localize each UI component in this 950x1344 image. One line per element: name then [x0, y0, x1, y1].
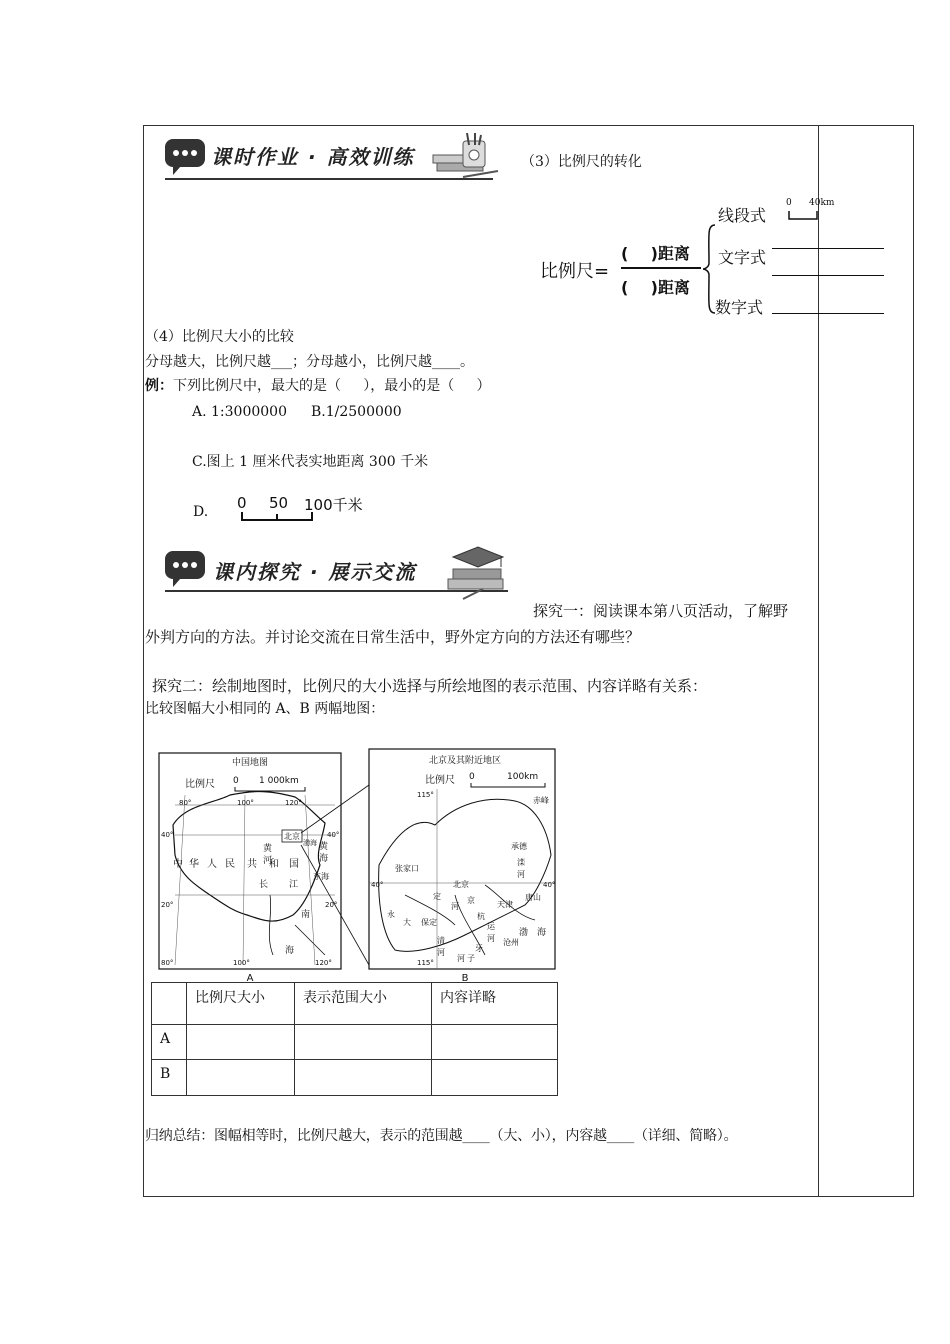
banner-explore-title: 课内探究 · 展示交流 [213, 560, 417, 584]
map-a-label-13: 河 [263, 856, 273, 866]
form-text: 文字式 [718, 248, 767, 267]
option-d-tick-50: 50 [269, 494, 289, 512]
map-a-label-0: 80° [179, 799, 192, 807]
map-b-label-4: 滦 [517, 858, 525, 867]
table-cell: A [152, 1025, 187, 1060]
map-b-title: 北京及其附近地区 [428, 756, 502, 766]
map-a-label-18: 人 [207, 859, 217, 870]
table-header-cell: 比例尺大小 [187, 983, 295, 1025]
map-a-label-12: 黄 [263, 844, 273, 854]
map-b-scale-0: 0 [469, 772, 475, 782]
map-b-label-9: 永 [387, 910, 395, 919]
map-a-label-10: 北京 [284, 832, 300, 841]
map-a-label-8: 100° [233, 959, 250, 967]
map-b-label-22: 沧州 [503, 938, 519, 947]
map-a-label-1: 100° [237, 799, 254, 807]
map-a-label-23: 长 [259, 880, 269, 890]
banner-explore [163, 545, 523, 605]
option-d-tick-100: 100千米 [304, 496, 363, 514]
map-b-label-11: 河 [451, 902, 459, 911]
form-number: 数字式 [715, 298, 764, 317]
option-a: A. 1:3000000 [192, 404, 287, 420]
table-row [152, 1060, 558, 1096]
section4-heading: （4）比例尺大小的比较 [145, 329, 294, 345]
table-cell[interactable] [432, 1060, 558, 1096]
map-a-label-6: 20° [325, 901, 338, 909]
option-c: C.图上 1 厘米代表实地距离 300 千米 [192, 454, 429, 470]
map-a-label-15: 海 [319, 854, 329, 864]
map-b-label-8: 北京 [453, 880, 469, 889]
map-a-scale-label: 比例尺 [185, 779, 215, 790]
map-a-label-9: 120° [315, 959, 332, 967]
map-a-label-22: 国 [289, 859, 299, 870]
map-b-label-24: 子 [467, 954, 475, 963]
section3-heading: （3）比例尺的转化 [521, 154, 642, 170]
map-b-label-15: 京 [467, 896, 475, 905]
scale-tick-0: 0 [786, 198, 792, 208]
formula-denominator: ( )距离 [621, 278, 690, 297]
scale-conversion-diagram [535, 195, 895, 325]
map-a-label-25: 东海 [313, 872, 329, 881]
map-b-label-20: 清 [437, 936, 445, 945]
formula-numerator: ( )距离 [621, 244, 690, 263]
map-a-label-3: 40° [161, 831, 174, 839]
map-b-label-19: 大 [403, 918, 411, 927]
map-a-scale-0: 0 [233, 776, 239, 786]
table-cell[interactable] [295, 1060, 432, 1096]
map-a-label-24: 江 [289, 880, 299, 890]
map-a-label-20: 共 [247, 859, 257, 870]
explore2-line2: 比较图幅大小相同的 A、B 两幅地图： [145, 701, 385, 717]
map-b-label-3: 张家口 [395, 864, 419, 873]
map-b-label-27: 海 [537, 928, 547, 938]
comparison-table [151, 982, 558, 1096]
map-b-label-12: 天津 [497, 900, 513, 909]
map-a-label-19: 民 [225, 859, 235, 870]
table-cell[interactable] [187, 1025, 295, 1060]
map-a-label-26: 南 [301, 910, 311, 920]
section4-rule: 分母越大，比例尺越___；分母越小，比例尺越____。 [145, 354, 474, 370]
map-b-label-26: 渤 [519, 928, 529, 938]
blank-line-3 [772, 313, 884, 314]
blank-line-1 [772, 248, 884, 249]
table-header-cell [152, 983, 187, 1025]
map-b-label-28: 115° [417, 959, 434, 967]
map-a-label-16: 中 [173, 859, 183, 870]
map-b-label-2: 承德 [511, 842, 527, 851]
blank-line-2 [772, 275, 884, 276]
map-b-label-17: 运 [487, 922, 495, 931]
map-a-scale-1000: 1 000km [259, 776, 299, 786]
table-row [152, 1025, 558, 1060]
map-b-label-13: 唐山 [525, 893, 541, 902]
map-b-scale-label: 比例尺 [425, 775, 455, 786]
explore1-line1: 探究一：阅读课本第八页活动，了解野 [533, 602, 789, 620]
form-line-segment: 线段式 [718, 206, 767, 225]
table-header-cell: 内容详略 [432, 983, 558, 1025]
scale-tick-40km: 40km [809, 198, 835, 208]
map-b-label-7: 40° [543, 881, 556, 889]
map-b-label-18: 河 [487, 934, 495, 943]
example-label: 例： [145, 378, 173, 394]
fraction-bar [621, 267, 701, 269]
table-cell[interactable] [295, 1025, 432, 1060]
map-a-caption: A [246, 973, 254, 983]
table-header-cell: 表示范围大小 [295, 983, 432, 1025]
banner-homework-title: 课时作业 · 高效训练 [211, 145, 415, 169]
map-b-label-0: 115° [417, 791, 434, 799]
map-a-label-17: 华 [189, 859, 199, 870]
formula-left: 比例尺= [540, 261, 610, 282]
map-b-label-21: 河 [437, 948, 445, 957]
explore2-line1: 探究二：绘制地图时，比例尺的大小选择与所绘地图的表示范围、内容详略有关系： [152, 677, 708, 695]
table-header-row [152, 983, 558, 1025]
map-b-label-6: 40° [371, 881, 384, 889]
option-d-label: D. [193, 504, 209, 520]
map-a-label-7: 80° [161, 959, 174, 967]
map-b-label-23: 牙 [475, 944, 483, 953]
map-b-scale-100: 100km [507, 772, 539, 782]
map-a-label-27: 海 [285, 946, 295, 956]
mini-scale-bar [787, 209, 821, 221]
map-b-label-10: 定 [433, 892, 441, 901]
map-a-title: 中国地图 [231, 758, 269, 768]
table-cell: B [152, 1060, 187, 1096]
example-line [145, 376, 491, 396]
map-b-label-1: 赤峰 [533, 796, 549, 805]
explore1-line2: 外判方向的方法。并讨论交流在日常生活中，野外定方向的方法还有哪些？ [145, 628, 641, 646]
option-b: B.1/2500000 [311, 404, 402, 420]
map-b-label-16: 杭 [477, 912, 485, 921]
table-cell[interactable] [432, 1025, 558, 1060]
option-d-tick-0: 0 [237, 494, 247, 512]
map-a-label-11: 渤海 [303, 839, 317, 847]
map-b-label-5: 河 [517, 870, 525, 879]
option-d-scale [236, 494, 376, 524]
map-a-label-14: 黄 [319, 842, 329, 852]
example-text: 下列比例尺中，最大的是（ ），最小的是（ ） [173, 378, 491, 394]
map-b-label-25: 河 [457, 954, 465, 963]
summary-text: 归纳总结：图幅相等时，比例尺越大，表示的范围越____（大、小），内容越____（详细、简略）。 [145, 1128, 738, 1144]
map-a-label-2: 120° [285, 799, 302, 807]
map-a-label-4: 40° [327, 831, 340, 839]
banner-homework [163, 133, 503, 185]
map-comparison [155, 745, 560, 983]
map-b [369, 749, 555, 983]
option-d-scale-bar [238, 510, 318, 522]
map-a-label-21: 和 [269, 859, 279, 870]
map-b-caption: B [461, 973, 469, 983]
books-pencils-icon [433, 133, 498, 177]
map-b-label-14: 保定 [421, 918, 437, 927]
table-cell[interactable] [187, 1060, 295, 1096]
map-a-label-5: 20° [161, 901, 174, 909]
